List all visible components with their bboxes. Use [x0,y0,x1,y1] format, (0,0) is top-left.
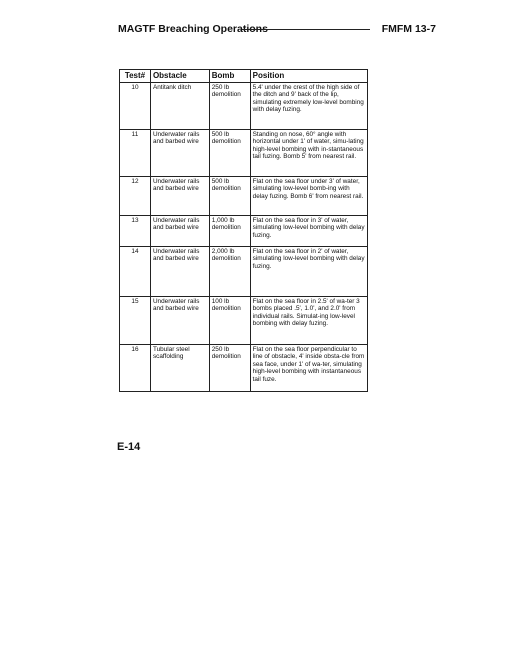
table-row [120,82,368,129]
table-row [120,344,368,391]
position-cell: 5.4' under the crest of the high side of the ditch and 9' back of the lip, simulating extremely low-level bombing with delay fuzing. [250,82,367,129]
position-cell: Flat on the sea floor perpendicular to line of obstacle, 4' inside obsta-cle from sea face, under 1' of wa-ter, simulating high-level bombing with instantaneous tail fuze. [250,344,367,391]
table-header-row [120,70,368,83]
header-rule [242,29,370,30]
breaching-tests-table [119,69,368,392]
bomb-cell: 500 lb demolition [209,129,250,176]
column-header-obstacle: Obstacle [150,70,209,83]
position-cell: Flat on the sea floor in 3' of water, simulating low-level bombing with delay fuzing. [250,215,367,246]
obstacle-cell: Underwater rails and barbed wire [150,176,209,215]
position-cell: Flat on the sea floor in 2.5' of wa-ter 3 bombs placed .5', 1.0', and 2.0' from individual rails. Simulat-ing low-level bombing with delay fuzing. [250,296,367,344]
obstacle-cell: Underwater rails and barbed wire [150,296,209,344]
page-header [118,22,436,36]
table-row [120,296,368,344]
table-row [120,176,368,215]
bomb-cell: 250 lb demolition [209,82,250,129]
test-number: 15 [120,296,151,344]
header-left-title: MAGTF Breaching Operations [118,23,268,35]
table-row [120,246,368,296]
column-header-test: Test# [120,70,151,83]
column-header-position: Position [250,70,367,83]
position-cell: Flat on the sea floor in 2' of water, simulating low-level bombing with delay fuzing. [250,246,367,296]
bomb-cell: 2,000 lb demolition [209,246,250,296]
bomb-cell: 500 lb demolition [209,176,250,215]
page-number: E-14 [117,441,141,453]
table-row [120,129,368,176]
obstacle-cell: Underwater rails and barbed wire [150,215,209,246]
obstacle-cell: Underwater rails and barbed wire [150,246,209,296]
test-number: 13 [120,215,151,246]
test-number: 11 [120,129,151,176]
position-cell: Standing on nose, 60° angle with horizontal under 1' of water, simu-lating high-level bombing with in-stantaneous tail fuzing. Bomb 5' from nearest rail. [250,129,367,176]
bomb-cell: 250 lb demolition [209,344,250,391]
test-number: 14 [120,246,151,296]
bomb-cell: 100 lb demolition [209,296,250,344]
obstacle-cell: Tubular steel scaffolding [150,344,209,391]
column-header-bomb: Bomb [209,70,250,83]
table-row [120,215,368,246]
test-number: 16 [120,344,151,391]
test-number: 12 [120,176,151,215]
header-right-title: FMFM 13-7 [381,23,436,35]
test-number: 10 [120,82,151,129]
obstacle-cell: Antitank ditch [150,82,209,129]
position-cell: Flat on the sea floor under 3' of water, simulating low-level bomb-ing with delay fuzing. Bomb 6' from nearest rail. [250,176,367,215]
bomb-cell: 1,000 lb demolition [209,215,250,246]
obstacle-cell: Underwater rails and barbed wire [150,129,209,176]
